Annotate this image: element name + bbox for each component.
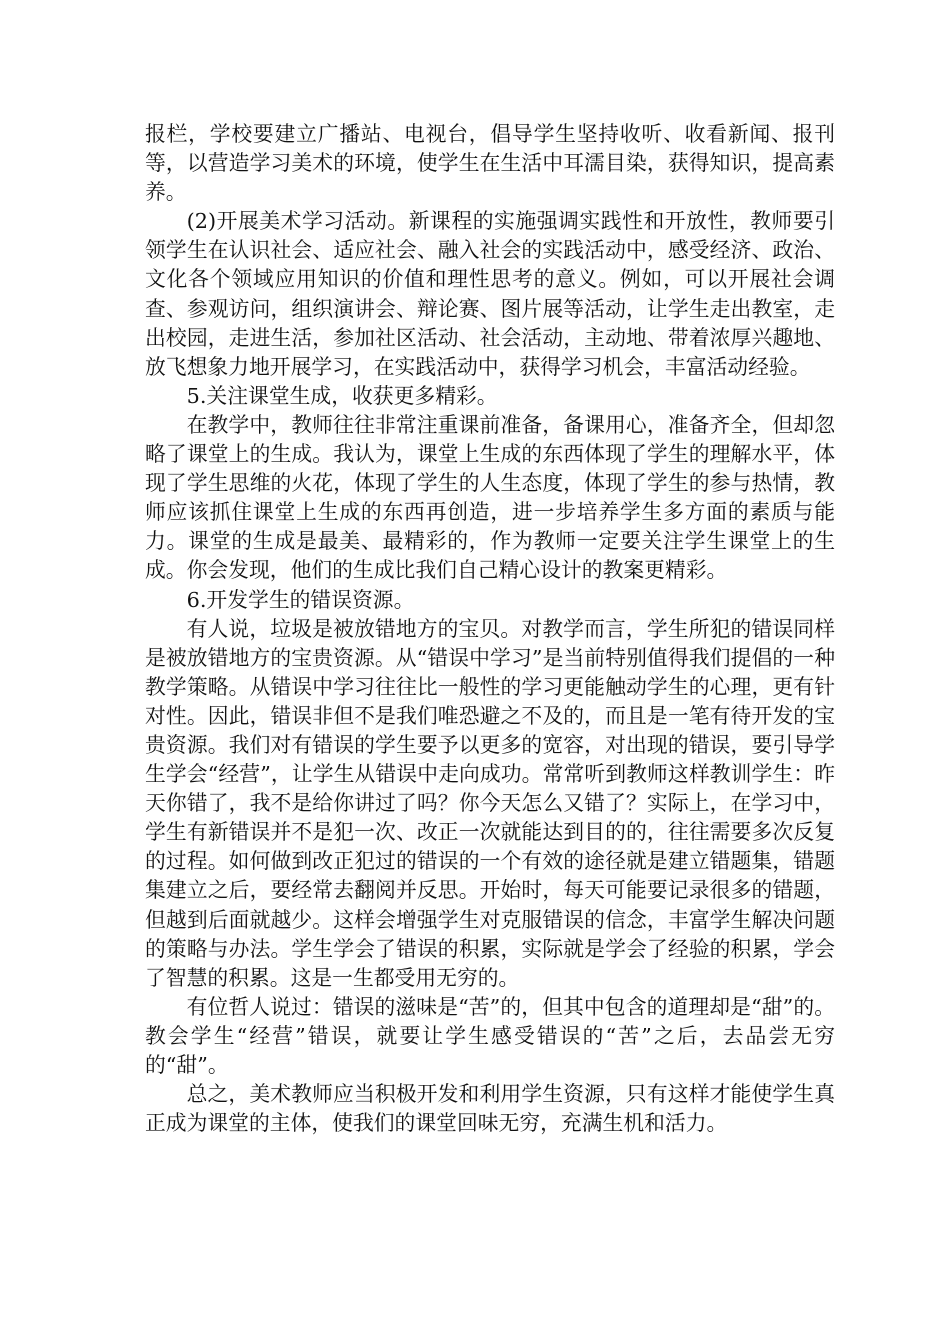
paragraph-error-resources: 有人说，垃圾是被放错地方的宝贝。对教学而言，学生所犯的错误同样是被放错地方的宝贵资源。从“错误中学习”是当前特别值得我们提倡的一种教学策略。从错误中学习往往比一般性的学习更能触动学生的心理，更有针对性。因此，错误非但不是我们唯恐避之不及的，而且是一笔有待开发的宝贵资源。我们对有错误的学生要予以更多的宽容，对出现的错误，要引导学生学会“经营”，让学生从错误中走向成功。常常听到教师这样教训学生：昨天你错了，我不是给你讲过了吗？你今天怎么又错了？实际上，在学习中，学生有新错误并不是犯一次、改正一次就能达到目的的，往往需要多次反复的过程。如何做到改正犯过的错误的一个有效的途径就是建立错题集，错题集建立之后，要经常去翻阅并反思。开始时，每天可能要记录很多的错题，但越到后面就越少。这样会增强学生对克服错误的信念，丰富学生解决问题的策略与办法。学生学会了错误的积累，实际就是学会了经验的积累，学会了智慧的积累。这是一生都受用无穷的。 <box>145 616 835 990</box>
section-heading-5: 5.关注课堂生成，收获更多精彩。 <box>186 383 498 408</box>
document-page <box>145 120 835 1138</box>
paragraph-art-activities: (2)开展美术学习活动。新课程的实施强调实践性和开放性，教师要引领学生在认识社会、适应社会、融入社会的实践活动中，感受经济、政治、文化各个领域应用知识的价值和理性思考的意义。例如，可以开展社会调查、参观访问，组织演讲会、辩论赛、图片展等活动，让学生走出教室，走出校园，走进生活，参加社区活动、社会活动，主动地、带着浓厚兴趣地、放飞想象力地开展学习，在实践活动中，获得学习机会，丰富活动经验。 <box>145 209 835 379</box>
paragraph-conclusion: 总之，美术教师应当积极开发和利用学生资源，只有这样才能使学生真正成为课堂的主体，使我们的课堂回味无穷，充满生机和活力。 <box>145 1082 835 1136</box>
paragraph-classroom-generation: 在教学中，教师往往非常注重课前准备，备课用心，准备齐全，但却忽略了课堂上的生成。我认为，课堂上生成的东西体现了学生的理解水平，体现了学生思维的火花，体现了学生的人生态度，体现了学生的参与热情，教师应该抓住课堂上生成的东西再创造，进一步培养学生多方面的素质与能力。课堂的生成是最美、最精彩的，作为教师一定要关注学生课堂上的生成。你会发现，他们的生成比我们自己精心设计的教案更精彩。 <box>145 412 835 583</box>
section-heading-6: 6.开发学生的错误资源。 <box>186 587 415 612</box>
paragraph-continuation: 报栏，学校要建立广播站、电视台，倡导学生坚持收听、收看新闻、报刊等，以营造学习美术的环境，使学生在生活中耳濡目染，获得知识，提高素养。 <box>145 122 835 205</box>
paragraph-philosopher-quote: 有位哲人说过：错误的滋味是“苦”的，但其中包含的道理却是“甜”的。教会学生“经营”错误，就要让学生感受错误的“苦”之后，去品尝无穷的“甜”。 <box>145 994 835 1077</box>
